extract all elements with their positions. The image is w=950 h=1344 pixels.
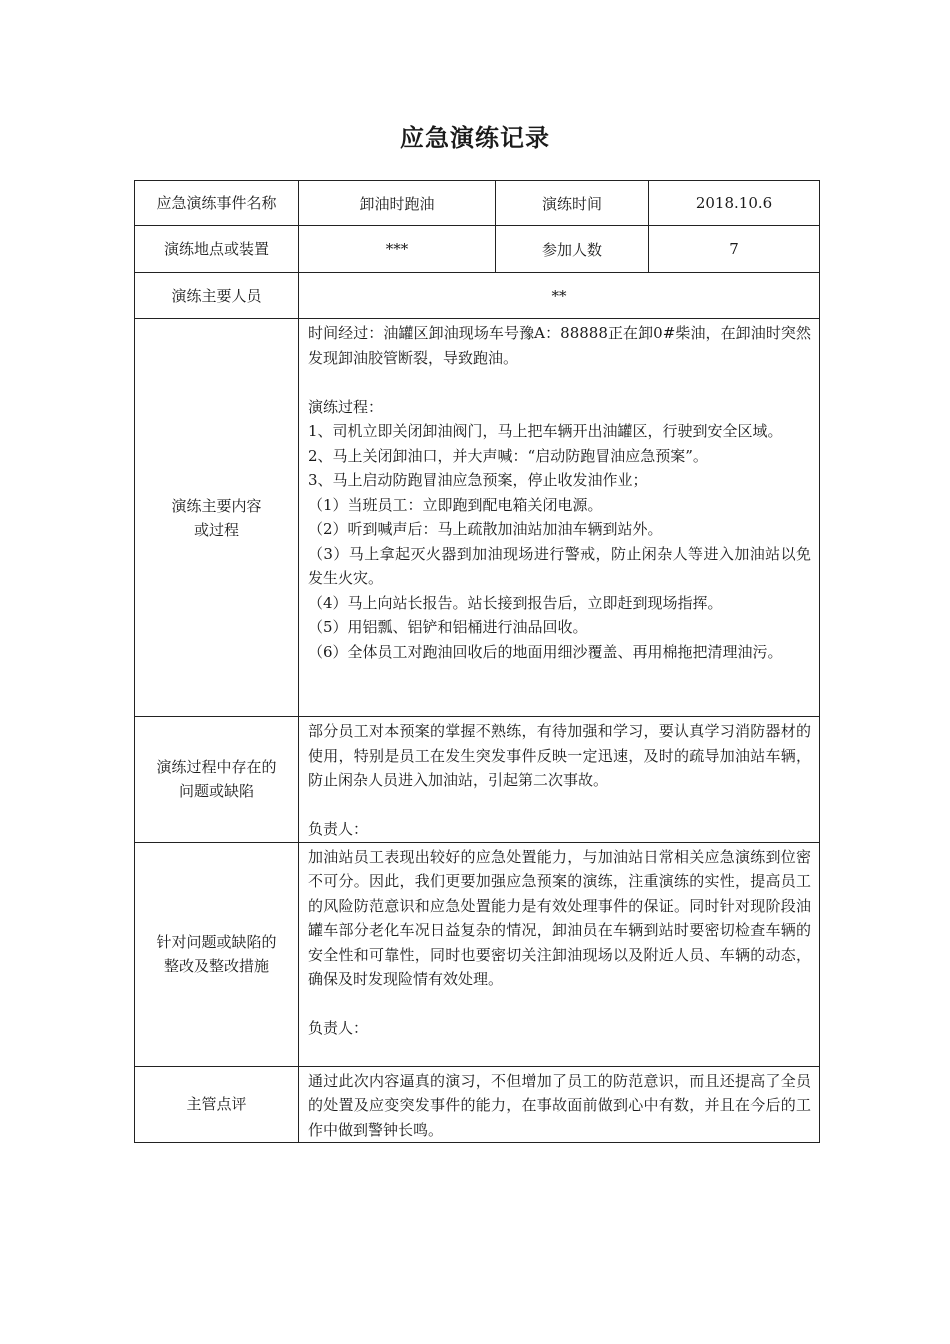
measures-content [299, 842, 820, 1066]
process-step: 2、马上关闭卸油口，并大声喊：“启动防跑冒油应急预案”。 [308, 446, 708, 465]
process-label-line2: 或过程 [193, 520, 239, 539]
location-row [135, 226, 820, 273]
process-substep: （6）全体员工对跑油回收后的地面用细沙覆盖、再用棉拖把清理油污。 [308, 642, 783, 661]
review-text: 通过此次内容逼真的演习，不但增加了员工的防范意识，而且还提高了全员的处置及应变突发事件的能力，在事故面前做到心中有数，并且在今后的工作中做到警钟长鸣。 [299, 1066, 820, 1143]
measures-row [135, 842, 820, 1066]
personnel-value: ** [299, 273, 820, 319]
measures-label-line2: 整改及整改措施 [163, 957, 269, 975]
location-label: 演练地点或装置 [135, 226, 299, 273]
problems-row [135, 717, 820, 843]
process-row [135, 319, 820, 717]
problems-responsible: 负责人： [308, 820, 369, 838]
event-name-label: 应急演练事件名称 [135, 181, 299, 226]
event-row [135, 181, 820, 226]
drill-record-table [134, 180, 820, 1143]
page-title: 应急演练记录 [400, 124, 550, 152]
review-label: 主管点评 [135, 1066, 299, 1143]
process-label-line1: 演练主要内容 [171, 496, 262, 515]
process-summary: 时间经过：油罐区卸油现场车号豫A：88888正在卸0#柴油，在卸油时突然发现卸油胶管断裂，导致跑油。 [308, 324, 811, 367]
drill-time-value: 2018.10.6 [649, 181, 820, 226]
process-title: 演练过程： [308, 397, 384, 416]
process-substep: （1）当班员工：立即跑到配电箱关闭电源。 [308, 495, 603, 514]
problems-label-line1: 演练过程中存在的 [156, 758, 277, 777]
process-step: 1、司机立即关闭卸油阀门，马上把车辆开出油罐区，行驶到安全区域。 [308, 422, 783, 440]
process-substep: （2）听到喊声后：马上疏散加油站加油车辆到站外。 [308, 520, 663, 538]
location-value: *** [299, 226, 496, 273]
review-row [135, 1066, 820, 1143]
problems-label [135, 717, 299, 843]
drill-time-label: 演练时间 [496, 181, 649, 226]
personnel-row [135, 273, 820, 319]
measures-label-line1: 针对问题或缺陷的 [156, 933, 277, 951]
problems-content [299, 717, 820, 843]
measures-label [135, 842, 299, 1066]
process-substep: （4）马上向站长报告。站长接到报告后，立即赶到现场指挥。 [308, 593, 723, 612]
measures-responsible: 负责人： [308, 1019, 369, 1037]
process-label [135, 319, 299, 717]
process-step: 3、马上启动防跑冒油应急预案，停止收发油作业； [308, 471, 648, 489]
problems-text: 部分员工对本预案的掌握不熟练，有待加强和学习，要认真学习消防器材的使用，特别是员工在发生突发事件反映一定迅速，及时的疏导加油站车辆，防止闲杂人员进入加油站，引起第二次事故。 [308, 722, 811, 789]
participant-count-value: 7 [649, 226, 820, 273]
problems-label-line2: 问题或缺陷 [178, 782, 254, 801]
process-content [299, 319, 820, 717]
participant-count-label: 参加人数 [496, 226, 649, 273]
process-substep: （3）马上拿起灭火器到加油现场进行警戒，防止闲杂人等进入加油站以免发生火灾。 [308, 544, 811, 587]
event-name-value: 卸油时跑油 [299, 181, 496, 226]
process-substep: （5）用铝瓢、铝铲和铝桶进行油品回收。 [308, 618, 588, 636]
measures-text: 加油站员工表现出较好的应急处置能力，与加油站日常相关应急演练到位密不可分。因此，我们更要加强应急预案的演练，注重演练的实性，提高员工的风险防范意识和应急处置能力是有效处理事件的保证。同时针对现阶段油罐车部分老化车况日益复杂的情况，卸油员在车辆到站时要密切检查车辆的安全性和可靠性，同时也要密切关注卸油现场以及附近人员、车辆的动态，确保及时发现险情有效处理。 [308, 847, 811, 988]
personnel-label: 演练主要人员 [135, 273, 299, 319]
